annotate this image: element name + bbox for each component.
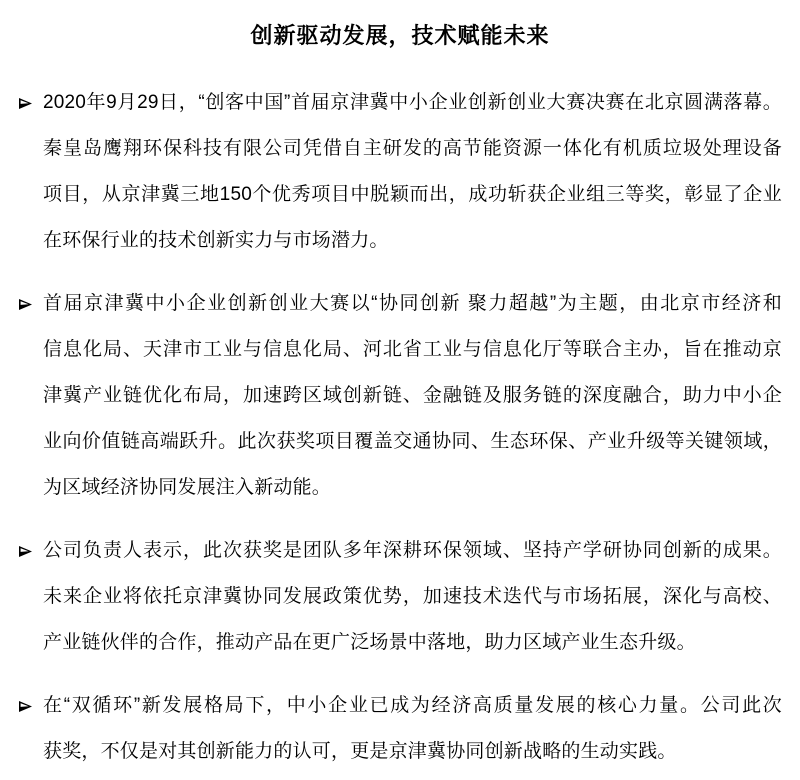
paragraph-line: 秦皇岛鹰翔环保科技有限公司凭借自主研发的高节能资源一体化有机质垃圾处理设备 xyxy=(43,138,782,159)
paragraph-line: 津冀产业链优化布局，加速跨区域创新链、金融链及服务链的深度融合，助力中小企 xyxy=(43,385,782,406)
paragraph-lines xyxy=(43,683,782,775)
arrowhead-right-icon xyxy=(18,281,33,327)
paragraph-line: 在“双循环”新发展格局下，中小企业已成为经济高质量发展的核心力量。公司此次 xyxy=(43,695,782,716)
paragraph-line: 首届京津冀中小企业创新创业大赛以“协同创新 聚力超越”为主题，由北京市经济和 xyxy=(43,293,782,314)
page-title: 创新驱动发展，技术赋能未来 xyxy=(250,23,550,48)
paragraph-lines xyxy=(43,80,782,264)
paragraph-line: 业向价值链高端跃升。此次获奖项目覆盖交通协同、生态环保、产业升级等关键领域， xyxy=(43,431,782,452)
arrowhead-right-icon xyxy=(18,80,33,126)
bullet-paragraph xyxy=(18,683,782,775)
bullet-paragraph xyxy=(18,528,782,666)
paragraph-lines xyxy=(43,528,782,666)
arrowhead-right-icon xyxy=(18,528,33,574)
paragraph-lines xyxy=(43,281,782,511)
paragraph-line: 为区域经济协同发展注入新动能。 xyxy=(43,477,332,498)
arrowhead-right-icon xyxy=(18,683,33,729)
bullet-paragraph xyxy=(18,281,782,511)
paragraph-line: 2020年9月29日，“创客中国”首届京津冀中小企业创新创业大赛决赛在北京圆满落幕。 xyxy=(43,92,782,113)
paragraph-line: 产业链伙伴的合作，推动产品在更广泛场景中落地，助力区域产业生态升级。 xyxy=(43,632,696,653)
bullet-paragraph xyxy=(18,80,782,264)
paragraph-line: 在环保行业的技术创新实力与市场潜力。 xyxy=(43,230,389,251)
paragraph-list xyxy=(18,80,782,775)
paragraph-line: 未来企业将依托京津冀协同发展政策优势，加速技术迭代与市场拓展，深化与高校、 xyxy=(43,586,782,607)
paragraph-line: 公司负责人表示，此次获奖是团队多年深耕环保领域、坚持产学研协同创新的成果。 xyxy=(43,540,782,561)
paragraph-line: 项目，从京津冀三地150个优秀项目中脱颖而出，成功斩获企业组三等奖，彰显了企业 xyxy=(43,184,782,205)
paragraph-line: 信息化局、天津市工业与信息化局、河北省工业与信息化厅等联合主办，旨在推动京 xyxy=(43,339,782,360)
paragraph-line: 获奖，不仅是对其创新能力的认可，更是京津冀协同创新战略的生动实践。 xyxy=(43,741,677,762)
